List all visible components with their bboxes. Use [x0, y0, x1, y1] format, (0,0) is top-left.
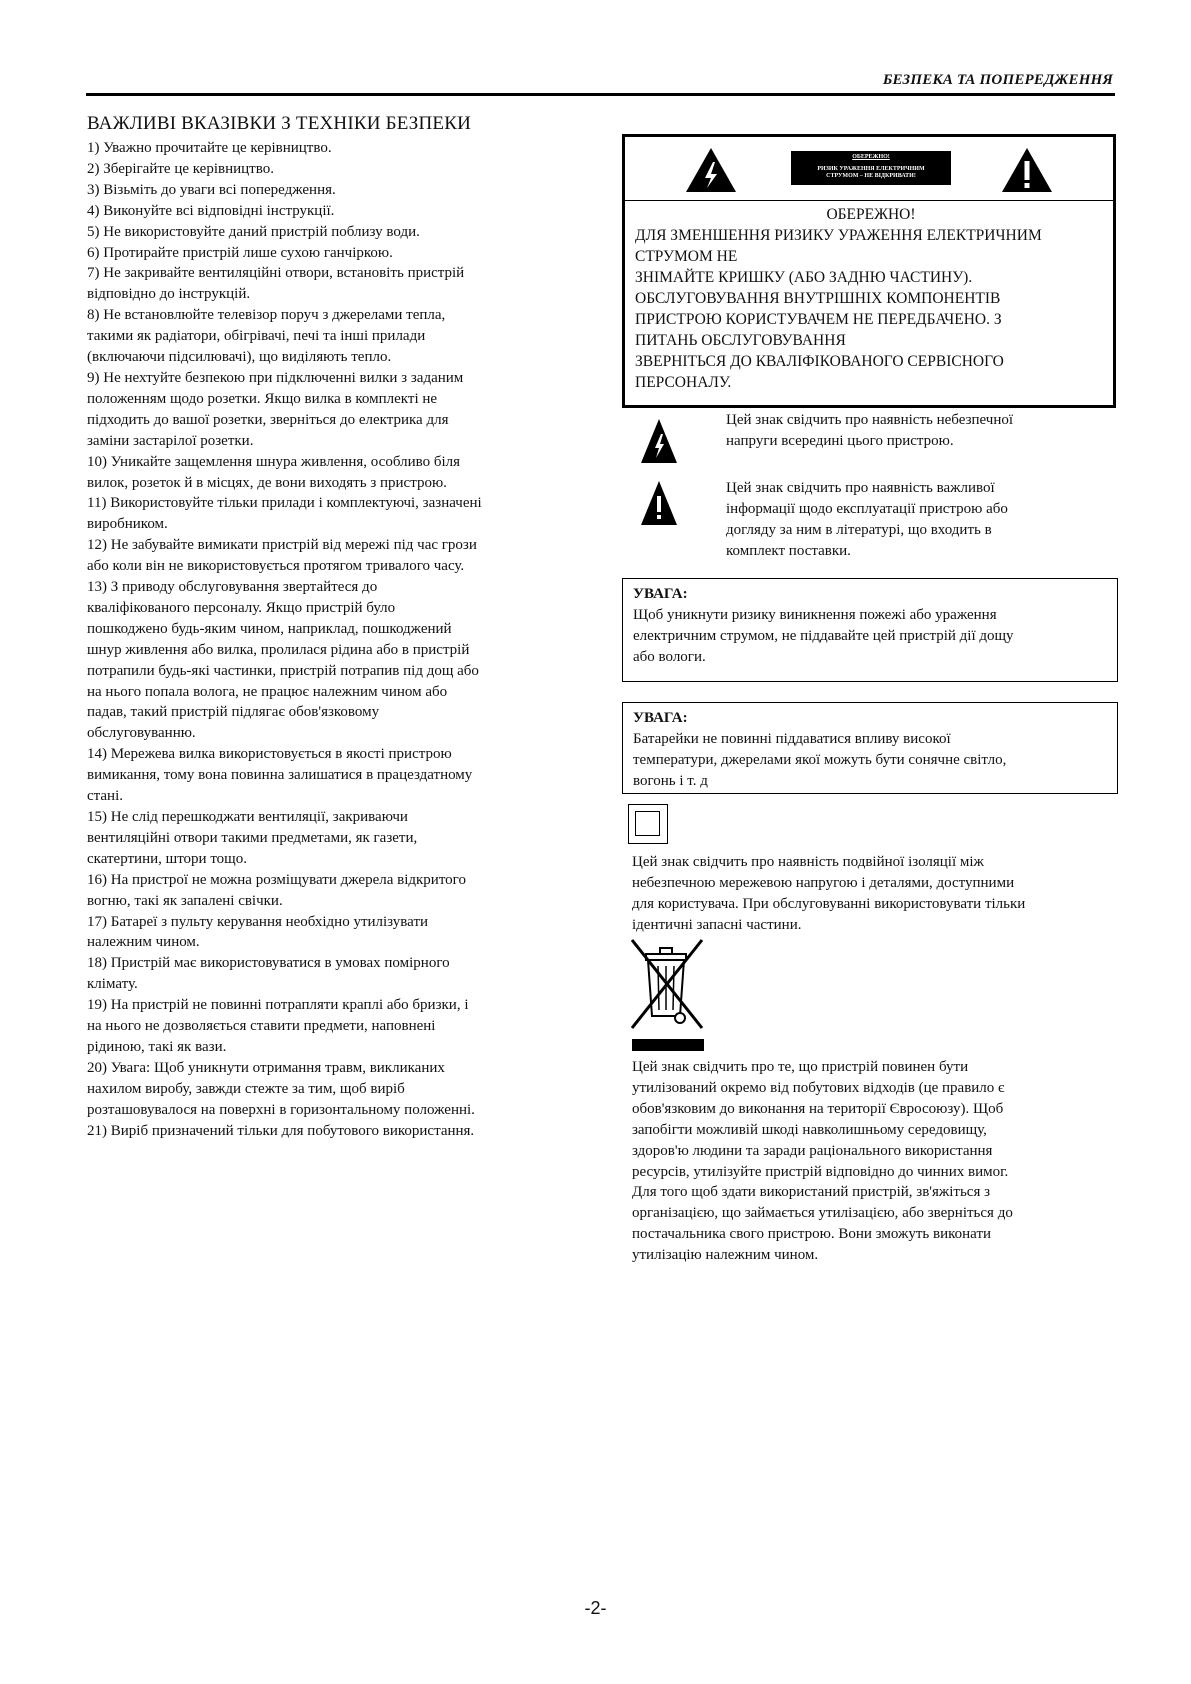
safety-line: 14) Мережева вилка використовується в якості пристрою: [87, 746, 452, 763]
disposal-line: ресурсів, утилізуйте пристрій відповідно до чинних вимог.: [632, 1163, 1009, 1180]
page-number: -2-: [584, 1598, 607, 1618]
safety-line: 16) На пристрої не можна розміщувати джерела відкритого: [87, 871, 466, 888]
warning-line: електричним струмом, не піддавайте цей пристрій дії дощу: [633, 628, 1014, 644]
bin-underline-bar: [632, 1039, 704, 1051]
safety-line: 5) Не використовуйте даний пристрій поблизу води.: [87, 223, 420, 240]
info-sign-line: догляду за ним в літературі, що входить в: [726, 522, 992, 538]
safety-line: шнур живлення або вилка, пролилася рідина або в пристрій: [87, 641, 470, 658]
insulation-line: небезпечною мережевою напругою і деталями, доступними: [632, 874, 1015, 891]
caution-line: ОБСЛУГОВУВАННЯ ВНУТРІШНІХ КОМПОНЕНТІВ: [635, 290, 1001, 307]
disposal-line: запобігти можливій шкоді навколишньому середовищу,: [632, 1121, 987, 1138]
safety-line: 13) З приводу обслуговування звертайтеся до: [87, 579, 378, 596]
warning-line: вогонь і т. д: [633, 773, 708, 789]
caution-symbols-row: [625, 137, 1113, 201]
safety-line: такими як радіатори, обігрівачі, печі та інші прилади: [87, 328, 426, 345]
safety-line: стані.: [87, 788, 123, 805]
safety-line: відповідно до інструкцій.: [87, 286, 251, 303]
caution-text: [635, 204, 1107, 393]
insulation-line: для користувача. При обслуговуванні використовувати тільки: [632, 895, 1026, 912]
caution-line: ПИТАНЬ ОБСЛУГОВУВАННЯ: [635, 332, 846, 349]
disposal-line: постачальника свого пристрою. Вони зможуть виконати: [632, 1226, 992, 1243]
safety-line: виробником.: [87, 516, 168, 533]
disposal-line: Для того щоб здати використаний пристрій, зв'яжіться з: [632, 1184, 991, 1201]
double-insulation-icon: [628, 804, 668, 844]
disposal-line: Цей знак свідчить про те, що пристрій повинен бути: [632, 1059, 969, 1075]
safety-list: [87, 138, 577, 1142]
warning-title: УВАГА:: [633, 710, 688, 726]
safety-line: рідиною, такі як вази.: [87, 1038, 227, 1055]
safety-line: обслуговуванню.: [87, 725, 196, 742]
disposal-line: обов'язковим до виконання на території Євросоюзу). Щоб: [632, 1100, 1004, 1117]
disposal-text: [632, 1057, 1116, 1266]
safety-line: підходить до вашої розетки, зверніться до електрика для: [87, 411, 449, 428]
safety-line: потрапили будь-які частинки, пристрій потрапив під дощ або: [87, 662, 479, 679]
disposal-line: здоров'ю людини та заради раціонального використання: [632, 1142, 993, 1159]
safety-line: скатертини, штори тощо.: [87, 850, 247, 867]
caution-line: ПРИСТРОЮ КОРИСТУВАЧЕМ НЕ ПЕРЕДБАЧЕНО. З: [635, 311, 1002, 328]
safety-line: 20) Увага: Щоб уникнути отримання травм, викликаних: [87, 1059, 445, 1076]
safety-line: нахилом виробу, завжди стежте за тим, щоб виріб: [87, 1080, 405, 1097]
caution-box: [622, 134, 1116, 408]
insulation-line: ідентичні запасні частини.: [632, 916, 802, 933]
double-insulation-text: [632, 852, 1116, 936]
disposal-line: утилізований окремо від побутових відходів (це правило є: [632, 1079, 1005, 1096]
voltage-sign-line: напруги всередині цього пристрою.: [726, 433, 954, 449]
header-divider: [86, 93, 1115, 96]
caution-line: ДЛЯ ЗМЕНШЕННЯ РИЗИКУ УРАЖЕННЯ ЕЛЕКТРИЧНИМ: [635, 227, 1042, 244]
caution-label: ОБЕРЕЖНО! РИЗИК УРАЖЕННЯ ЕЛЕКТРИЧНИМ СТРУМОМ – НЕ ВІДКРИВАТИ!: [791, 151, 951, 185]
warning-box-batteries: [622, 702, 1118, 794]
safety-line: або коли він не використовується протягом тривалого часу.: [87, 558, 465, 575]
safety-line: пошкоджено будь-яким чином, наприклад, пошкоджений: [87, 620, 452, 637]
safety-line: вилок, розеток й в місцях, де вони виходять з пристрою.: [87, 474, 447, 491]
disposal-line: організацією, що займається утилізацією, або зверніться до: [632, 1205, 1013, 1222]
info-sign-line: інформації щодо експлуатації пристрою або: [726, 501, 1008, 517]
safety-line: 12) Не забувайте вимикати пристрій від мережі під час грози: [87, 537, 477, 554]
safety-line: вогню, такі як запалені свічки.: [87, 892, 283, 909]
safety-line: розташовувалося на поверхні в горизонтальному положенні.: [87, 1101, 475, 1118]
warning-box-moisture: [622, 578, 1118, 682]
safety-line: 15) Не слід перешкоджати вентиляції, закриваючи: [87, 809, 408, 825]
lightning-warning-icon: [640, 418, 678, 464]
safety-line: (включаючи підсилювачі), що виділяють тепло.: [87, 349, 392, 366]
safety-line: 1) Уважно прочитайте це керівництво.: [87, 140, 332, 156]
caution-line: ПЕРСОНАЛУ.: [635, 374, 732, 391]
warning-line: температури, джерелами якої можуть бути сонячне світло,: [633, 752, 1007, 768]
safety-line: положенням щодо розетки. Якщо вилка в комплекті не: [87, 390, 438, 407]
safety-line: 4) Виконуйте всі відповідні інструкції.: [87, 202, 335, 219]
exclamation-warning-icon: [640, 480, 678, 526]
safety-line: 17) Батареї з пульту керування необхідно утилізувати: [87, 913, 429, 930]
safety-line: 18) Пристрій має використовуватися в умовах помірного: [87, 955, 450, 972]
safety-line: 8) Не встановлюйте телевізор поруч з джерелами тепла,: [87, 307, 446, 324]
caution-line: ЗНІМАЙТЕ КРИШКУ (АБО ЗАДНЮ ЧАСТИНУ).: [635, 269, 973, 286]
safety-line: 21) Виріб призначений тільки для побутового використання.: [87, 1122, 475, 1139]
safety-line: кваліфікованого персоналу. Якщо пристрій було: [87, 599, 396, 616]
safety-line: вентиляційні отвори такими предметами, як газети,: [87, 829, 418, 846]
info-sign-line: комплект поставки.: [726, 543, 851, 559]
warning-line: або вологи.: [633, 649, 706, 665]
exclamation-warning-icon: [1001, 147, 1053, 193]
safety-line: 19) На пристрій не повинні потрапляти краплі або бризки, і: [87, 997, 469, 1014]
safety-line: 2) Зберігайте це керівництво.: [87, 160, 274, 177]
lightning-warning-icon: [685, 147, 737, 193]
safety-line: клімату.: [87, 976, 138, 993]
safety-line: на нього попала волога, не працює належним чином або: [87, 683, 448, 700]
safety-line: вимикання, тому вона повинна залишатися в працездатному: [87, 767, 473, 784]
safety-line: 3) Візьміть до уваги всі попередження.: [87, 181, 336, 198]
caution-line: СТРУМОМ НЕ: [635, 248, 738, 265]
crossed-bin-icon: [628, 936, 708, 1032]
warning-line: Батарейки не повинні піддаватися впливу високої: [633, 731, 951, 747]
safety-heading: ВАЖЛИВІ ВКАЗІВКИ З ТЕХНІКИ БЕЗПЕКИ: [87, 113, 472, 134]
info-sign-line: Цей знак свідчить про наявність важливої: [726, 480, 995, 496]
insulation-line: Цей знак свідчить про наявність подвійної ізоляції між: [632, 854, 984, 870]
warning-title: УВАГА:: [633, 586, 688, 602]
warning-line: Щоб уникнути ризику виникнення пожежі або ураження: [633, 607, 997, 623]
safety-line: на нього не дозволяється ставити предмети, наповнені: [87, 1018, 436, 1035]
voltage-sign-line: Цей знак свідчить про наявність небезпечної: [726, 412, 1014, 428]
safety-line: падав, такий пристрій підлягає обов'язковому: [87, 704, 380, 721]
caution-heading: ОБЕРЕЖНО!: [826, 206, 916, 223]
disposal-line: утилізацію належним чином.: [632, 1247, 819, 1264]
safety-line: заміни застарілої розетки.: [87, 432, 254, 449]
safety-line: 6) Протирайте пристрій лише сухою ганчіркою.: [87, 244, 393, 261]
safety-instructions: [87, 113, 577, 1142]
safety-line: 9) Не нехтуйте безпекою при підключенні вилки з заданим: [87, 369, 464, 386]
safety-line: 10) Уникайте защемлення шнура живлення, особливо біля: [87, 453, 461, 470]
caution-line: ЗВЕРНІТЬСЯ ДО КВАЛІФІКОВАНОГО СЕРВІСНОГО: [635, 353, 1004, 370]
safety-line: 7) Не закривайте вентиляційні отвори, встановіть пристрій: [87, 265, 465, 282]
safety-line: належним чином.: [87, 934, 200, 951]
section-title: БЕЗПЕКА ТА ПОПЕРЕДЖЕННЯ: [882, 72, 1113, 88]
safety-line: 11) Використовуйте тільки прилади і комплектуючі, зазначені: [87, 495, 482, 512]
